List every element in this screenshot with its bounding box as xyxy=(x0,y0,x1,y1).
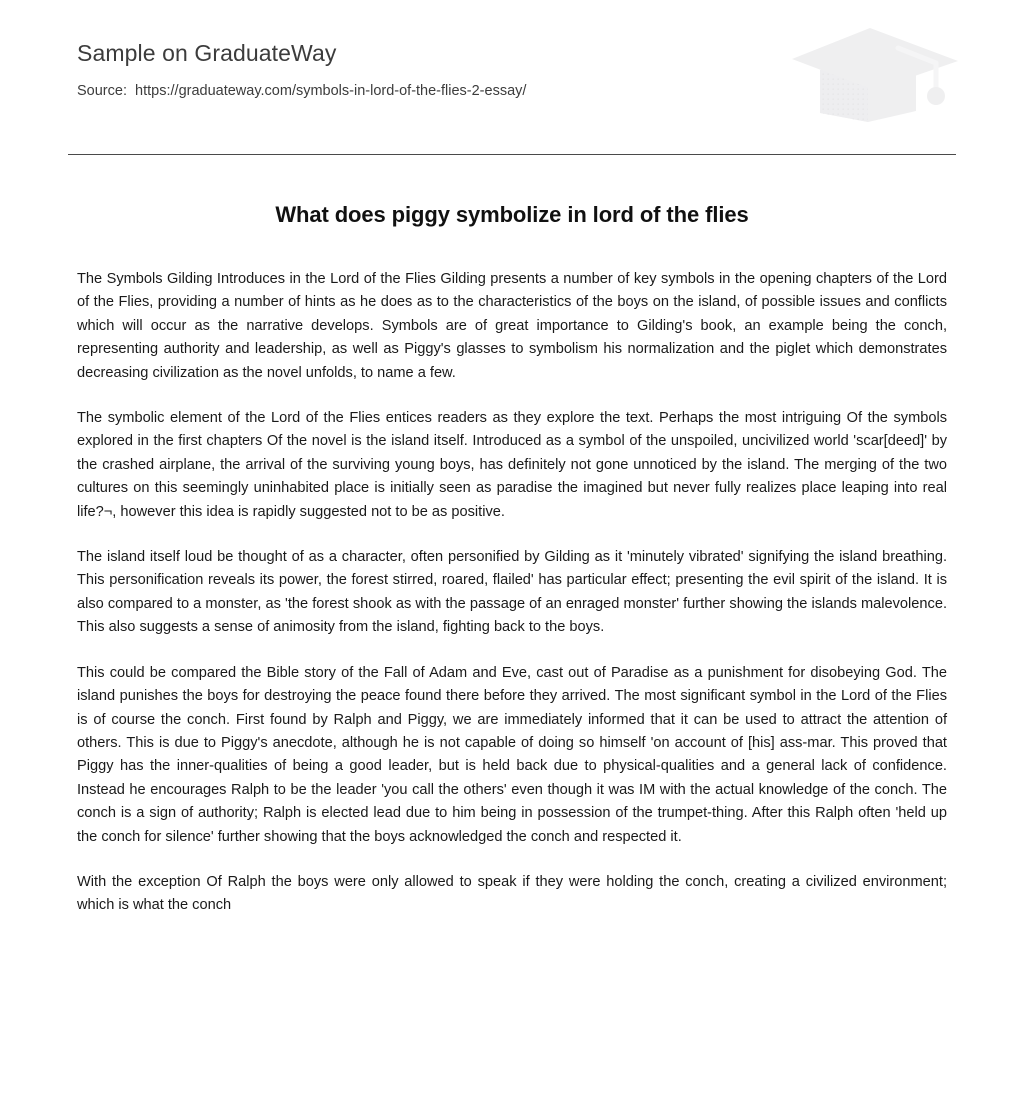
page-header xyxy=(0,0,1024,116)
article-body xyxy=(77,268,947,918)
paragraph: With the exception Of Ralph the boys were only allowed to speak if they were holding the conch, creating a civilized environment; which is what the conch xyxy=(77,873,947,914)
paragraph: This could be compared the Bible story of the Fall of Adam and Eve, cast out of Paradise as a punishment for disobeying God. The island punishes the boys for destroying the peace found there before they arrived. The most significant symbol in the Lord of the Flies is of course the conch. First found by Ralph and Piggy, we are immediately informed that it can be used to attract the attention of others. This is due to Piggy's anecdote, although he is not capable of doing so himself 'on account of [his] ass-mar. This proved that Piggy has the inner-qualities of being a good leader, but is held back due to physical-qualities and a general lack of confidence. Instead he encourages Ralph to be the leader 'you call the others' even though it was IM with the actual knowledge of the conch. The conch is a sign of authority; Ralph is elected lead due to him being in possession of the trumpet-thing. After this Ralph often 'held up the conch for silence' further showing that the boys acknowledged the conch and respected it. xyxy=(77,664,947,845)
site-title: Sample on GraduateWay xyxy=(77,40,337,66)
source-line xyxy=(77,68,956,101)
page-title: What does piggy symbolize in lord of the flies xyxy=(275,202,749,227)
source-label: Source: xyxy=(77,83,127,99)
paragraph: The symbolic element of the Lord of the Flies entices readers as they explore the text. Perhaps the most intriguing Of the symbols explored in the first chapters Of the novel is the island itself. Introduced as a symbol of the unspoiled, uncivilized world 'scar[deed]' by the crashed airplane, the arrival of the surviving young boys, has definitely not gone unnoticed by the island. The merging of the two cultures on this seemingly uninhabited place is initially seen as paradise the imagined but never fully realizes place leaping into real life?¬, however this idea is rapidly suggested not to be as positive. xyxy=(77,410,947,520)
paragraph: The island itself loud be thought of as a character, often personified by Gilding as it 'minutely vibrated' signifying the island breathing. This personification reveals its power, the forest stirred, roared, flailed' has particular effect; presenting the evil spirit of the island. It is also compared to a monster, as 'the forest shook as with the passage of an enraged monster' further showing the islands malevolence. This also suggests a sense of animosity from the island, fighting back to the boys. xyxy=(77,549,947,636)
header-divider xyxy=(68,154,956,155)
source-url-link[interactable]: https://graduateway.com/symbols-in-lord-of-the-flies-2-essay/ xyxy=(135,83,527,99)
paragraph: The Symbols Gilding Introduces in the Lord of the Flies Gilding presents a number of key symbols in the opening chapters of the Lord of the Flies, providing a number of hints as he does as to the characteristics of the boys on the island, of possible issues and conflicts which will occur as the narrative develops. Symbols are of great importance to Gilding's book, an example being the conch, representing authority and leadership, as well as Piggy's glasses to symbolism his normalization and the piglet which demonstrates decreasing civilization as the novel unfolds, to name a few. xyxy=(77,271,947,381)
